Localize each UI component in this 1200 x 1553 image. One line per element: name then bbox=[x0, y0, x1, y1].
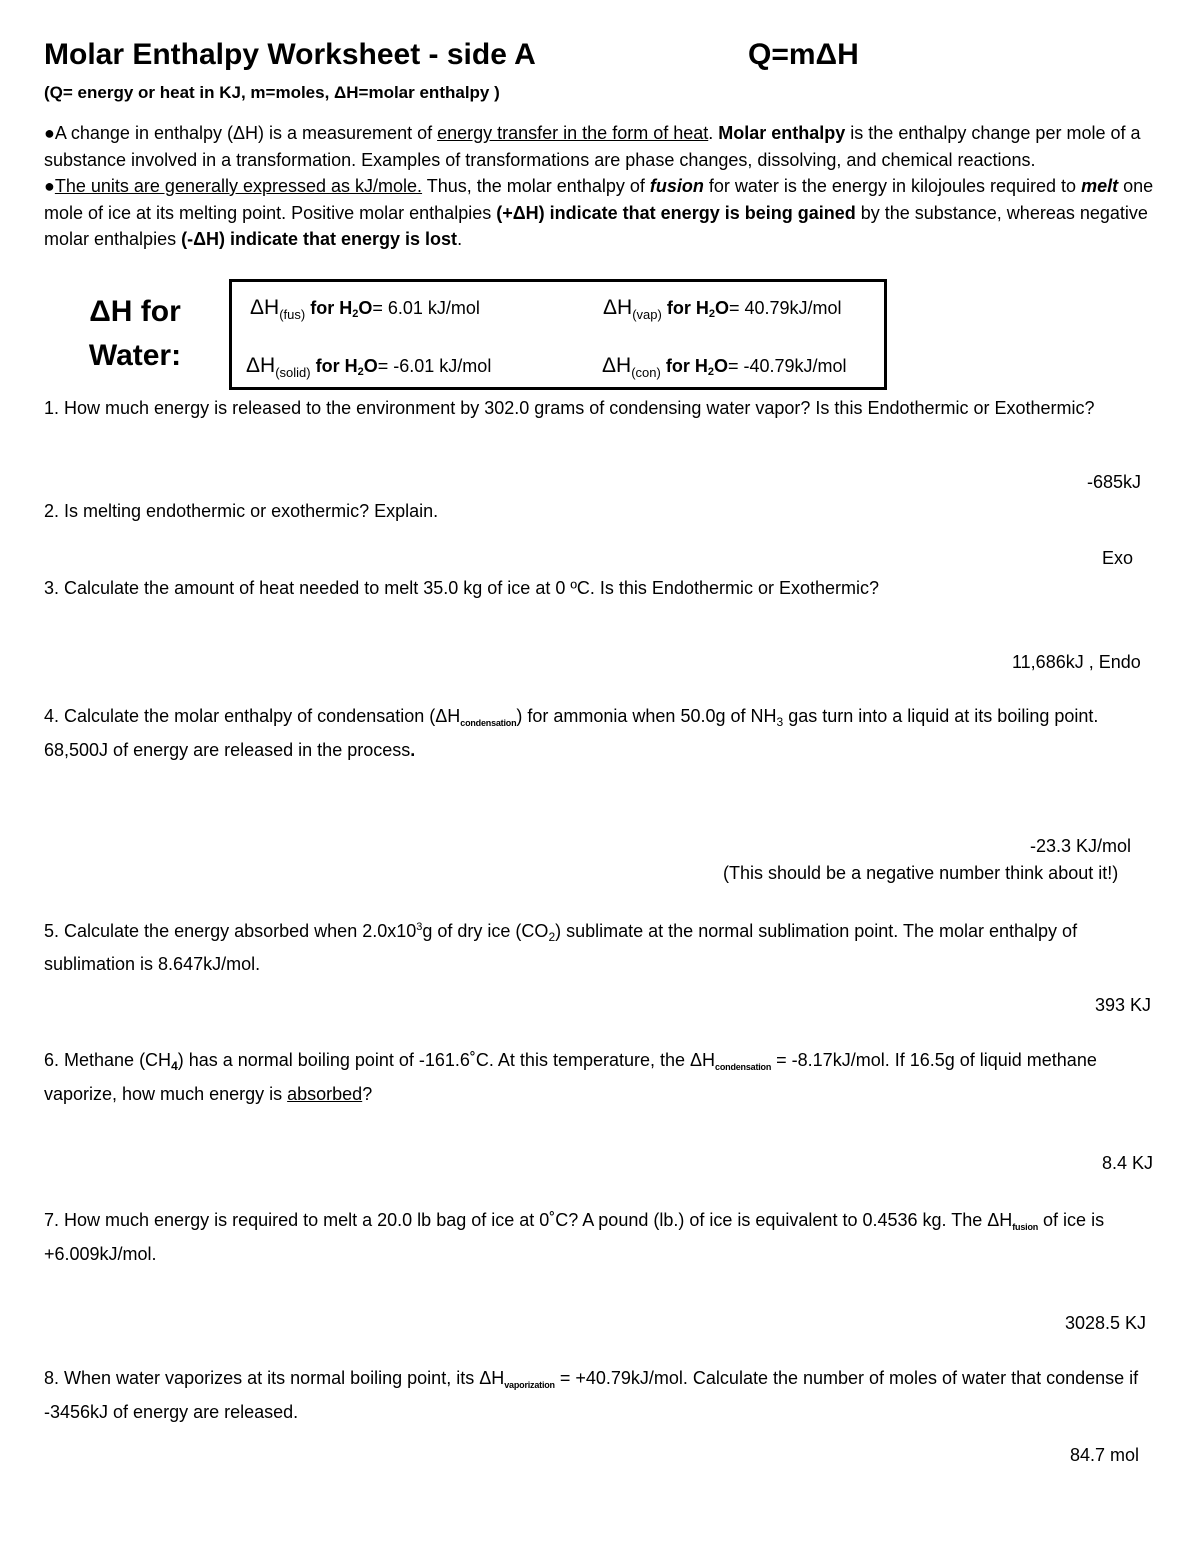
question-3: 3. Calculate the amount of heat needed to melt 35.0 kg of ice at 0 ºC. Is this Endothermic or Exothermic? bbox=[44, 578, 880, 598]
question-8: 8. When water vaporizes at its normal boiling point, its $\Delta H_{vaporization} = +40.79kJ/mol$. Calculate the number of moles of water that condense if -3456kJ of energy are released. bbox=[44, 1368, 1139, 1422]
intro-paragraph-2: ●The units are generally expressed as kJ/mole. Thus, the molar enthalpy of fusion for water is the energy in kilojoules required to melt one mole of ice at its melting point. Positive molar enthalpies (+ΔH) indicate that energy is being gained by the substance, whereas negative molar enthalpies (-ΔH) indicate that energy is lost. bbox=[44, 176, 1154, 249]
answer-2: Exo bbox=[1102, 548, 1134, 568]
formula-legend: (Q= energy or heat in KJ, m=moles, ΔH=molar enthalpy ) bbox=[44, 83, 500, 102]
answer-4-note: (This should be a negative number think about it!) bbox=[723, 863, 1119, 883]
answer-3: 11,686kJ , Endo bbox=[1012, 652, 1141, 672]
answer-1: -685kJ bbox=[1087, 472, 1142, 492]
water-label: ΔH for Water: bbox=[88, 295, 182, 372]
answer-8: 84.7 mol bbox=[1070, 1445, 1140, 1465]
enthalpy-con: $\Delta H_{(con)}$ for H2O= -40.79kJ/mol bbox=[602, 354, 847, 380]
answer-7: 3028.5 KJ bbox=[1065, 1313, 1147, 1333]
answer-4: -23.3 KJ/mol bbox=[1030, 836, 1132, 856]
answer-5: 393 KJ bbox=[1095, 995, 1152, 1015]
page-title: Molar Enthalpy Worksheet - side A bbox=[44, 38, 536, 71]
question-7: 7. How much energy is required to melt a 20.0 lb bag of ice at 0˚C? A pound (lb.) of ice is equivalent to 0.4536 kg. The $\Delta H_{fusion}$ of ice is +6.009kJ/mol. bbox=[44, 1210, 1105, 1264]
enthalpy-vap: $\Delta H_{(vap)}$ for H2O= 40.79kJ/mol bbox=[603, 296, 842, 322]
enthalpy-solid: $\Delta H_{(solid)}$ for H2O= -6.01 kJ/mol bbox=[246, 354, 492, 380]
question-6: 6. Methane $(CH_4)$ has a normal boiling point of -161.6˚C. At this temperature, the $\Delta H_{condensation} = -8.17kJ/mol$. If 16.5g of liquid methane vaporize, how much energy is absorbed? bbox=[44, 1050, 1097, 1104]
water-enthalpy-box bbox=[229, 279, 887, 390]
question-5: 5. Calculate the energy absorbed when $2.0x10^3g$ of dry ice $(CO_2)$ sublimate at the normal sublimation point. The molar enthalpy of sublimation is 8.647kJ/mol. bbox=[44, 921, 1078, 974]
enthalpy-fus: $\Delta H_{(fus)}$ for H2O= 6.01 kJ/mol bbox=[250, 296, 480, 322]
formula-heading: Q=mΔH bbox=[748, 38, 859, 71]
intro-text bbox=[44, 120, 1164, 253]
question-1: 1. How much energy is released to the environment by 302.0 grams of condensing water vapor? Is this Endothermic or Exothermic? bbox=[44, 398, 1095, 418]
intro-paragraph-1: ●A change in enthalpy (ΔH) is a measurement of energy transfer in the form of heat. Molar enthalpy is the enthalpy change per mole of a substance involved in a transformation. Examples of transformations are phase changes, dissolving, and chemical reactions. bbox=[44, 123, 1141, 170]
answer-6: 8.4 KJ bbox=[1102, 1153, 1154, 1173]
question-4: 4. Calculate the molar enthalpy of condensation $(\Delta H_{condensation})$ for ammonia when 50.0g of $NH_3$ gas turn into a liquid at its boiling point. 68,500J of energy are released in the process. bbox=[44, 706, 1099, 760]
question-2: 2. Is melting endothermic or exothermic? Explain. bbox=[44, 501, 439, 521]
